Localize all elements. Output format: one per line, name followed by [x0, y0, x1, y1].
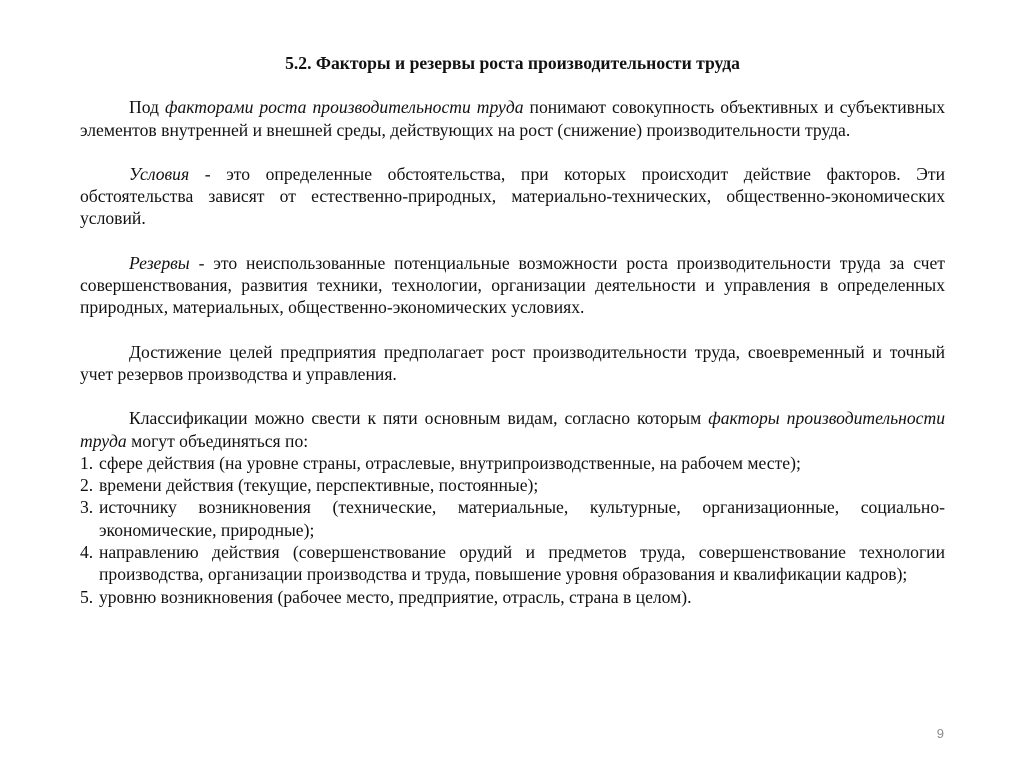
term-productivity-growth-factors: факторами роста производительности труда	[164, 97, 524, 118]
list-item-text: сфере действия (на уровне страны, отраслевые, внутрипроизводственные, на рабочем месте);	[99, 452, 801, 473]
term-conditions: Условия	[129, 163, 190, 184]
paragraph-lead: Под	[129, 97, 165, 118]
list-item-text: уровню возникновения (рабочее место, предприятие, отрасль, страна в целом).	[99, 586, 692, 607]
paragraph-factors-definition	[80, 96, 945, 141]
paragraph-goals	[80, 341, 945, 386]
list-item	[80, 452, 945, 474]
paragraph-text: Достижение целей предприятия предполагает рост производительности труда, своевременный и точный учет резервов производства и управления.	[80, 341, 945, 384]
list-item-number: 2.	[80, 475, 94, 496]
list-item	[80, 541, 945, 586]
paragraph-reserves-definition	[80, 252, 945, 319]
paragraph-classification	[80, 407, 945, 452]
list-item	[80, 474, 945, 496]
section-title: 5.2. Факторы и резервы роста производительности труда	[285, 53, 740, 73]
document-page	[80, 52, 945, 608]
list-item	[80, 586, 945, 608]
paragraph-text: - это определенные обстоятельства, при которых происходит действие факторов. Эти обстоятельства зависят от естественно-природных, материально-технических, общественно-экономических условий.	[80, 163, 945, 229]
classification-list	[80, 452, 945, 608]
paragraph-text: понимают совокупность объективных и субъективных элементов внутренней и внешней среды, действующих на рост (снижение) производительности труда.	[80, 97, 945, 140]
list-item-text: времени действия (текущие, перспективные, постоянные);	[99, 475, 539, 496]
page-number: 9	[936, 726, 944, 741]
list-item-number: 5.	[80, 586, 94, 607]
list-item-number: 4.	[80, 542, 94, 563]
term-productivity-factors: факторы производительности труда	[80, 408, 945, 451]
paragraph-lead: Классификации можно свести к пяти основным видам, согласно которым	[129, 408, 709, 429]
term-reserves: Резервы	[129, 252, 190, 273]
paragraph-text: - это неиспользованные потенциальные возможности роста производительности труда за счет совершенствования, развития техники, технологии, организации деятельности и управления в определенных природных, материальных, общественно-экономических условиях.	[80, 252, 945, 318]
paragraph-conditions-definition	[80, 163, 945, 230]
list-item-number: 1.	[80, 452, 94, 473]
list-item-number: 3.	[80, 497, 94, 518]
list-item-text: источнику возникновения (технические, материальные, культурные, организационные, социально-экономические, природные);	[99, 497, 945, 540]
list-item-text: направлению действия (совершенствование орудий и предметов труда, совершенствование технологии производства, организации производства и труда, повышение уровня образования и квалификации кадров);	[99, 542, 945, 585]
list-item	[80, 496, 945, 541]
paragraph-text: могут объединяться по:	[126, 430, 309, 451]
